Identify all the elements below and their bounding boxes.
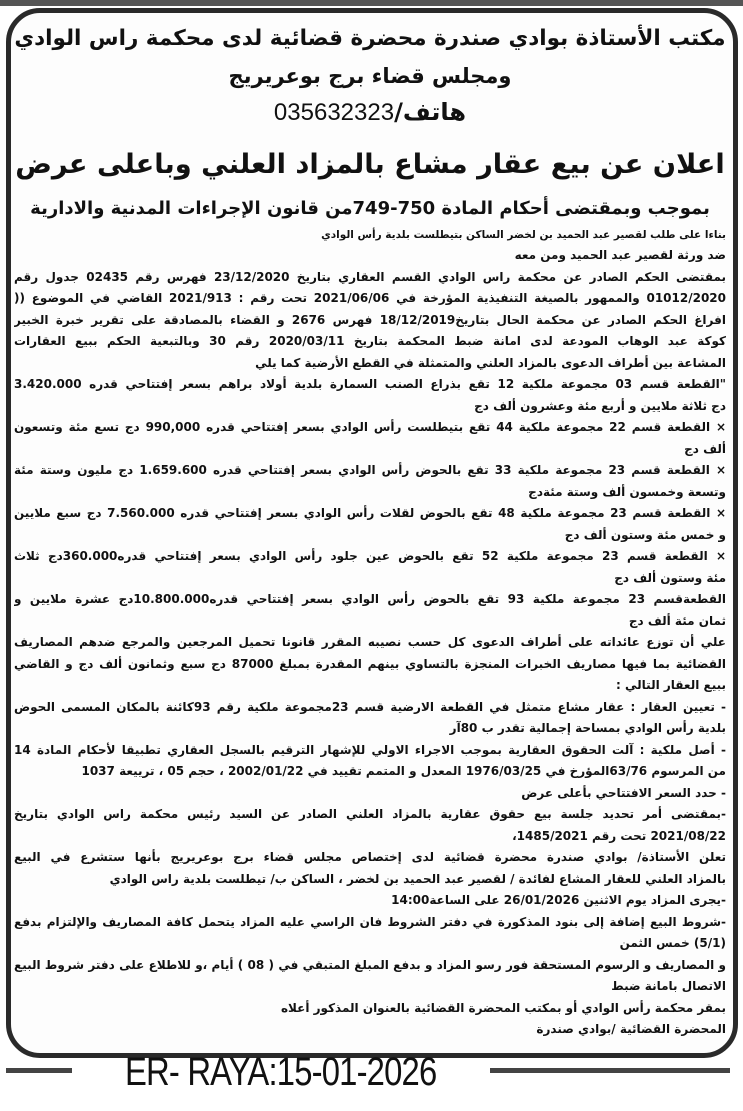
notice-line: × القطعة قسم 23 مجموعة ملكية 52 تقع بالحوض عين جلود رأس الوادي بسعر إفتتاحي قدره360.000دج ثلاث [14, 549, 726, 563]
notice-line: -بمقتضى أمر تحديد جلسة بيع حقوق عقارية بالمزاد العلني الصادر عن السيد رئيس محكمة راس الوادي بتاريخ [14, 807, 726, 821]
publication-footer [0, 1050, 743, 1110]
notice-line: بمقر محكمة رأس الوادي أو بمكتب المحضرة القضائية بالعنوان المذكور أعلاه [280, 1000, 726, 1015]
notice-line: ألف دج [684, 441, 726, 456]
notice-line: - تعيين العقار : عقار مشاع متمثل في القطعة الارضية قسم 23مجموعة ملكية رقم 93كائنة بالمكان المسمى الحوض [14, 699, 726, 714]
notice-line: 2021/08/22 تحت رقم 1485/2021، [512, 828, 726, 843]
notice-paragraph [14, 503, 726, 546]
notice-line: 01012/2020 والممهور بالصيغة التنفيذية المؤرخة في 2021/06/06 تحت رقم : 2021/913 القاضي في الموضوع (( [14, 291, 726, 305]
notice-line: القطعةقسم 23 مجموعة ملكية 93 تقع بالحوض رأس الوادي بسعر إفتتاحي قدره10.800.000دج عشرة ملايين و [14, 592, 726, 606]
notice-line: تعلن الأستاذة/ بوادي صندرة محضرة قضائية لدى إختصاص مجلس قضاء برج بوعريريج بأنها ستشرع في البيع [14, 850, 726, 864]
phone-line [14, 94, 726, 131]
notice-line: بالمزاد العلني للعقار المشاع لفائدة / لقصير عبد الحميد بن لخضر ، الساكن ب/ تيطلست بلدية راس الوادي [109, 871, 726, 886]
notice-subtitle: بموجب وبمقتضى أحكام المادة 750-749من قانون الإجراءات المدنية والادارية [30, 198, 710, 219]
publication-date: ER- RAYA:15-01-2026 [125, 1050, 437, 1094]
notice-line: و المصاريف و الرسوم المستحقة فور رسو المزاد و بدفع المبلغ المتبقي في ( 08 ) أيام ،و للاطلاع على دفتر شروط البيع [14, 957, 726, 972]
notice-line: علي أن توزع عائداته على أطراف الدعوى كل حسب نصيبه المقرر قانونا تحميل المرجعين والمرجع ضدهم المصاريف [14, 635, 726, 649]
phone-label: هاتف/ [394, 98, 467, 126]
notice-paragraph [14, 955, 726, 998]
legal-notice [14, 20, 726, 1041]
notice-line: - أصل ملكية : آلت الحقوق العقارية بموجب الاجراء الاولي للإشهار الترقيم بالسجل العقاري تطبيقا لأحكام المادة 14 [14, 742, 726, 757]
notice-line: × القطعة قسم 23 مجموعة ملكية 48 تقع بالحوض لقلات رأس الوادي بسعر إفتتاحي قدره 7.560.000 دج سبع ملايين [14, 506, 726, 520]
notice-paragraph [14, 245, 726, 267]
notice-line: من المرسوم 63/76المؤرخ في 1976/03/25 المعدل و المتمم تقييد في 2002/01/22 ، حجم 05 ، ترييعة 1037 [81, 764, 726, 778]
notice-line: بمقتضى الحكم الصادر عن محكمة راس الوادي القسم العقاري بتاريخ 23/12/2020 فهرس رقم 02435 جدول رقم [14, 269, 726, 284]
notice-line: "القطعة قسم 03 مجموعة ملكية 12 تقع بذراع الصنب السمارة بلدية أولاد براهم بسعر إفتتاحي قدره 3.420.000 [14, 377, 726, 391]
notice-line: × القطعة قسم 23 مجموعة ملكية 33 تقع بالحوض رأس الوادي بسعر إفتتاحي قدره 1.659.600 دج مليون وستة مئة [14, 463, 726, 477]
notice-paragraph [14, 632, 726, 697]
footer-rule-right [490, 1068, 730, 1073]
notice-paragraph [14, 783, 726, 805]
notice-paragraph [14, 697, 726, 740]
notice-line: القضائية بما فيها مصاريف الخبرات المنجزة بالتساوي بينهم المقدرة بمبلغ 87000 دج سبع وثمانون ألف دج و القاضي [14, 656, 726, 671]
notice-line: المشاعة بين أطراف الدعوى بالمزاد العلني والمتمثلة في القطع الأرضية كما يلي [255, 355, 726, 370]
notice-paragraph [14, 998, 726, 1020]
phone-number: 035632323 [273, 99, 395, 126]
notice-line: الاتصال بامانة ضبط [611, 979, 726, 993]
notice-paragraph [14, 804, 726, 847]
notice-line: × القطعة قسم 22 مجموعة ملكية 44 تقع بتيطلست رأس الوادي بسعر إفتتاحي قدره 990,000 دج تسع مئة وتسعون [14, 420, 726, 434]
notice-line: افراغ الحكم الصادر عن محكمة الحال بتاريخ18/12/2019 فهرس 2676 و القضاء بالمصادقة على تقرير خبرة الخبير [14, 312, 726, 327]
notice-line: و خمس مئة وستون ألف دج [564, 527, 726, 542]
page-top-edge [0, 0, 743, 6]
notice-paragraph [14, 267, 726, 375]
notice-paragraph [14, 460, 726, 503]
notice-paragraph [14, 1019, 726, 1041]
notice-paragraph [14, 374, 726, 417]
notice-line: (5/1) خمس الثمن [619, 936, 726, 950]
notice-paragraph [14, 912, 726, 955]
notice-line: -يجرى المزاد يوم الاثنين 26/01/2026 على الساعة14:00 [391, 893, 726, 907]
notice-paragraph [14, 546, 726, 589]
notice-line: ببيع العقار التالي : [616, 678, 726, 692]
council-heading: ومجلس قضاء برج بوعريريج [228, 64, 512, 88]
notice-line: -شروط البيع إضافة إلى بنود المذكورة في دفتر الشروط فان الراسي عليه المزاد يتحمل كافة المصاريف والإلتزام بدفع [14, 914, 726, 929]
notice-line: كوكة عبد الوهاب المودعة لدى امانة ضبط المحكمة بتاريخ 2020/03/11 رقم 30 وبالتبعية الحكم ببيع العقارات [14, 334, 726, 348]
notice-line: - حدد السعر الافتتاحي بأعلى عرض [521, 785, 726, 800]
notice-line: المحضرة القضائية /بوادي صندرة [536, 1022, 726, 1036]
notice-paragraph [14, 417, 726, 460]
notice-body [14, 225, 726, 1041]
notice-line: وتسعة وخمسون ألف وستة مئةدج [528, 484, 726, 499]
notice-paragraph [14, 740, 726, 783]
notice-paragraph [14, 890, 726, 912]
notice-line: بناءا على طلب لقصير عبد الحميد بن لخضر الساكن بتيطلست بلدية رأس الوادي [321, 229, 726, 241]
notice-paragraph [14, 847, 726, 890]
office-heading: مكتب الأستاذة بوادي صندرة محضرة قضائية لدى محكمة راس الوادي [14, 26, 726, 51]
notice-line: دج ثلاثة ملايين و أربع مئة وعشرون ألف دج [474, 398, 726, 413]
notice-paragraph [14, 225, 726, 245]
footer-rule-left [6, 1068, 72, 1073]
notice-line: بلدية رأس الوادي بمساحة إجمالية تقدر ب 80آر [449, 721, 726, 735]
notice-line: ثمان مئة ألف دج [628, 613, 726, 628]
notice-line: مئة وستون ألف دج [614, 570, 726, 585]
notice-paragraph [14, 589, 726, 632]
notice-line: ضد ورثة لقصير عبد الحميد ومن معه [514, 248, 726, 262]
notice-title: اعلان عن بيع عقار مشاع بالمزاد العلني وباعلى عرض [15, 149, 725, 180]
